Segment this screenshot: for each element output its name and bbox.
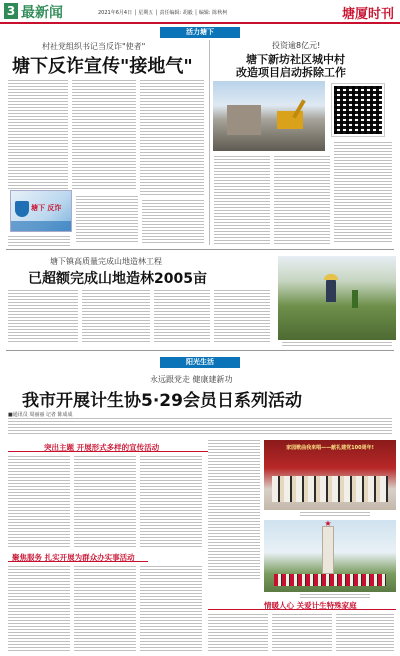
article4-headline: 我市开展计生协5·29会员日系列活动	[22, 391, 302, 411]
worker-hat	[324, 274, 338, 280]
article2-headline-line1: 塘下新坊社区城中村	[246, 53, 345, 66]
article2-photo	[213, 81, 325, 151]
banner-top: 活力塘下	[160, 27, 240, 38]
worker-figure	[326, 278, 336, 302]
article2-headline-line2: 改造项目启动拆除工作	[236, 66, 346, 79]
article2-qr-code[interactable]	[332, 84, 384, 136]
article2-body-col1	[214, 156, 270, 244]
article3-body-col2	[82, 290, 150, 344]
article3-kicker: 塘下镇高质量完成山地造林工程	[50, 257, 162, 266]
article4-body-col10	[336, 614, 394, 652]
article4-body-col6	[140, 566, 202, 652]
middle-rule	[6, 350, 394, 351]
page-number: 3	[6, 4, 16, 18]
article3-photo	[278, 256, 396, 340]
date-line: 2021年6月4日 │ 星期五 │ 责任编辑: 胡毅 │ 编辑: 陈秋柯	[98, 10, 228, 16]
article4-body-col8	[208, 614, 268, 652]
poster-shield-icon	[15, 201, 29, 217]
article2-body-col2	[274, 156, 330, 244]
article4-kicker: 永远跟党走 健康建新功	[150, 375, 233, 384]
stage-banner-text: 家园歌曲我来唱——献礼建党100周年!	[286, 445, 374, 451]
article4-lede	[8, 418, 392, 436]
article1-body-col3	[140, 80, 204, 195]
group-row	[274, 574, 386, 586]
article2-kicker: 投资逾8亿元!	[272, 41, 321, 50]
article4-sub3: 情暖人心 关爱计生特殊家庭	[264, 601, 357, 610]
article1-body-col1b	[8, 236, 70, 246]
section-title: 最新闻	[21, 5, 63, 21]
banner-middle: 阳光生活	[160, 357, 240, 368]
article4-body-col3	[140, 456, 202, 548]
article1-body-col1	[8, 80, 68, 190]
excavator-shape	[277, 111, 303, 129]
monument-tower	[322, 526, 334, 574]
article4-sub1: 突出主题 开展形式多样的宣传活动	[44, 443, 160, 452]
article4-sub2: 聚焦服务 扎实开展为群众办实事活动	[12, 553, 135, 562]
column-divider-top	[209, 40, 210, 245]
article3-body-col3	[154, 290, 210, 344]
article3-headline: 已超额完成山地造林2005亩	[28, 271, 207, 287]
article2-body-col3	[334, 142, 392, 244]
article4-sub2-bar	[8, 552, 148, 562]
poster-stripe	[11, 221, 72, 231]
article3-top-rule	[6, 249, 394, 250]
article4-sub3-bar	[208, 600, 396, 610]
article1-headline: 塘下反诈宣传"接地气"	[12, 56, 193, 77]
monument-star-icon: ★	[324, 520, 332, 528]
article1-body-col2b	[76, 196, 138, 244]
article4-body-col2	[74, 456, 136, 548]
article4-body-col4	[8, 566, 70, 652]
page-number-badge	[4, 3, 18, 19]
sapling-shape	[352, 290, 358, 308]
article4-body-col7	[208, 440, 260, 580]
article1-kicker: 村社党组织书记当反诈"使者"	[42, 42, 146, 51]
article3-body-col4	[214, 290, 270, 344]
article4-body-col5	[74, 566, 136, 652]
article1-body-col3b	[142, 200, 204, 244]
article4-stage-photo	[264, 440, 396, 510]
article3-caption	[282, 342, 392, 346]
article4-byline: ■通讯员 周丽丽 记者 陈成成	[8, 412, 73, 418]
poster-text: 塘下 反诈	[31, 204, 62, 212]
article4-body-col9	[272, 614, 332, 652]
article4-body-col1	[8, 456, 70, 548]
performers-row	[272, 476, 388, 502]
article4-stage-caption	[300, 512, 370, 516]
masthead	[0, 0, 400, 22]
building-shape	[227, 105, 261, 135]
article4-monument-caption	[300, 594, 370, 598]
article1-body-col2	[72, 80, 136, 190]
article4-sub1-bar	[8, 442, 208, 452]
masthead-rule	[0, 22, 400, 24]
article3-body-col1	[8, 290, 78, 344]
article1-poster-image	[10, 190, 72, 232]
paper-name: 塘厦时刊	[341, 7, 394, 22]
article4-monument-photo	[264, 520, 396, 592]
